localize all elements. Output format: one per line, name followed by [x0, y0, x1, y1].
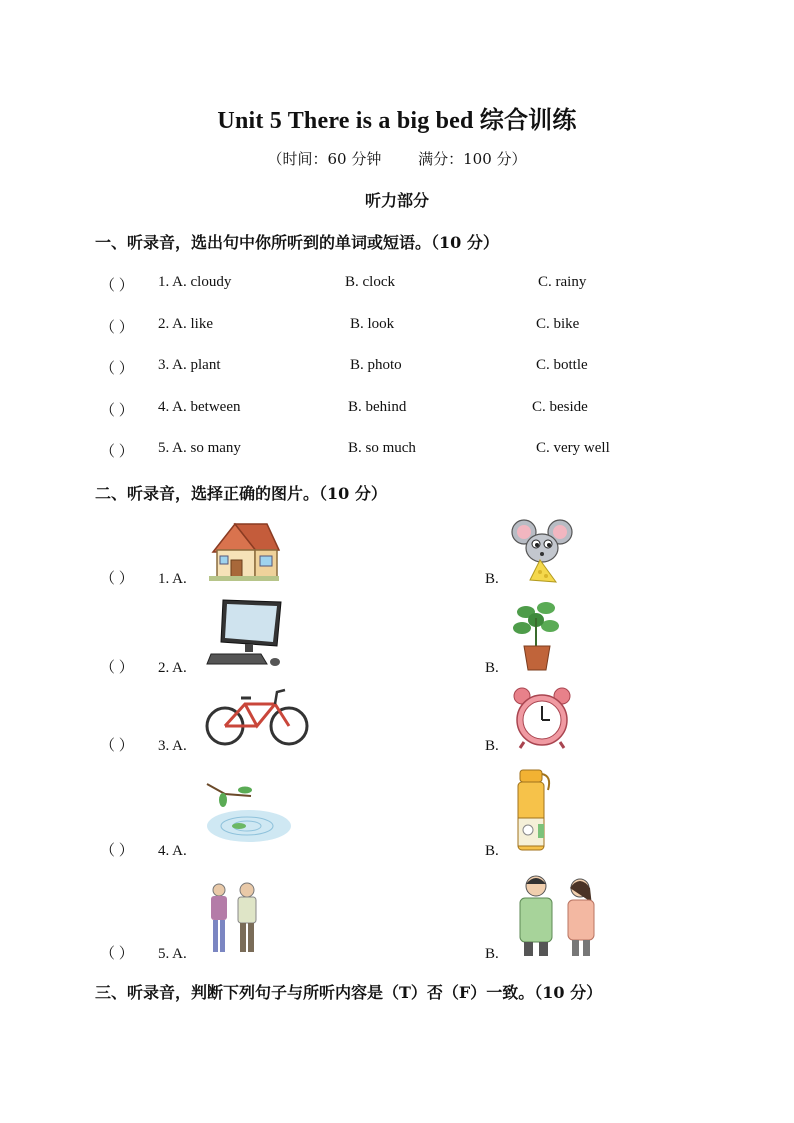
s1-question-2 [100, 316, 720, 340]
s2-question-4 [100, 838, 700, 860]
option-b: B. so much [348, 440, 416, 456]
answer-blank[interactable]: （ ） [100, 278, 134, 294]
option-b: B. photo [350, 357, 402, 373]
clock-illustration [510, 686, 574, 750]
option-b-label: B. [485, 660, 499, 676]
water-leaf-illustration [203, 780, 295, 846]
option-a: 1. A. cloudy [158, 274, 232, 290]
s2-question-3 [100, 733, 700, 755]
option-b: B. clock [345, 274, 395, 290]
page-title: Unit 5 There is a big bed 综合训练 [217, 108, 577, 134]
s2-question-5 [100, 941, 700, 963]
option-a-label: 3. A. [158, 738, 187, 754]
s2-question-1 [100, 566, 700, 588]
mouse-illustration [510, 516, 576, 586]
s1-question-3 [100, 357, 720, 381]
option-a-label: 2. A. [158, 660, 187, 676]
bike-illustration [205, 686, 309, 748]
part-heading: 听力部分 [364, 191, 429, 210]
answer-blank[interactable]: （ ） [100, 320, 134, 336]
section3-heading: 三、听录音，判断下列句子与所听内容是（T）否（F）一致。（10 分） [95, 983, 603, 1002]
option-a-label: 5. A. [158, 946, 187, 962]
option-a-label: 1. A. [158, 571, 187, 587]
option-a-label: 4. A. [158, 843, 187, 859]
option-c: C. bike [536, 316, 580, 332]
answer-blank[interactable]: （ ） [100, 403, 134, 419]
section1-heading: 一、听录音，选出句中你所听到的单词或短语。（10 分） [95, 233, 499, 252]
option-a: 3. A. plant [158, 357, 221, 373]
answer-blank[interactable]: （ ） [100, 738, 134, 754]
option-b-label: B. [485, 738, 499, 754]
option-b: B. look [350, 316, 395, 332]
option-b: B. behind [348, 399, 407, 415]
option-b-label: B. [485, 946, 499, 962]
option-c: C. rainy [538, 274, 587, 290]
computer-illustration [205, 598, 285, 670]
exam-info [0, 148, 794, 169]
option-a: 4. A. between [158, 399, 241, 415]
s2-question-2 [100, 655, 700, 677]
house-illustration [205, 518, 281, 584]
answer-blank[interactable]: （ ） [100, 843, 134, 859]
answer-blank[interactable]: （ ） [100, 444, 134, 460]
option-a: 2. A. like [158, 316, 213, 332]
plant-illustration [512, 598, 562, 672]
bottle-illustration [512, 768, 554, 852]
option-c: C. very well [536, 440, 610, 456]
option-b-label: B. [485, 571, 499, 587]
option-a: 5. A. so many [158, 440, 241, 456]
s1-question-1 [100, 274, 720, 298]
answer-blank[interactable]: （ ） [100, 361, 134, 377]
time-limit: （时间：60 分钟 [267, 150, 382, 168]
option-b-label: B. [485, 843, 499, 859]
answer-blank[interactable]: （ ） [100, 571, 134, 587]
answer-blank[interactable]: （ ） [100, 946, 134, 962]
option-c: C. beside [532, 399, 588, 415]
section2-heading: 二、听录音，选择正确的图片。（10 分） [95, 484, 387, 503]
s1-question-5 [100, 440, 720, 464]
parents-illustration [512, 872, 608, 958]
grandparents-illustration [205, 880, 265, 956]
option-c: C. bottle [536, 357, 588, 373]
full-score: 满分：100 分） [418, 150, 527, 168]
s1-question-4 [100, 399, 720, 423]
answer-blank[interactable]: （ ） [100, 660, 134, 676]
